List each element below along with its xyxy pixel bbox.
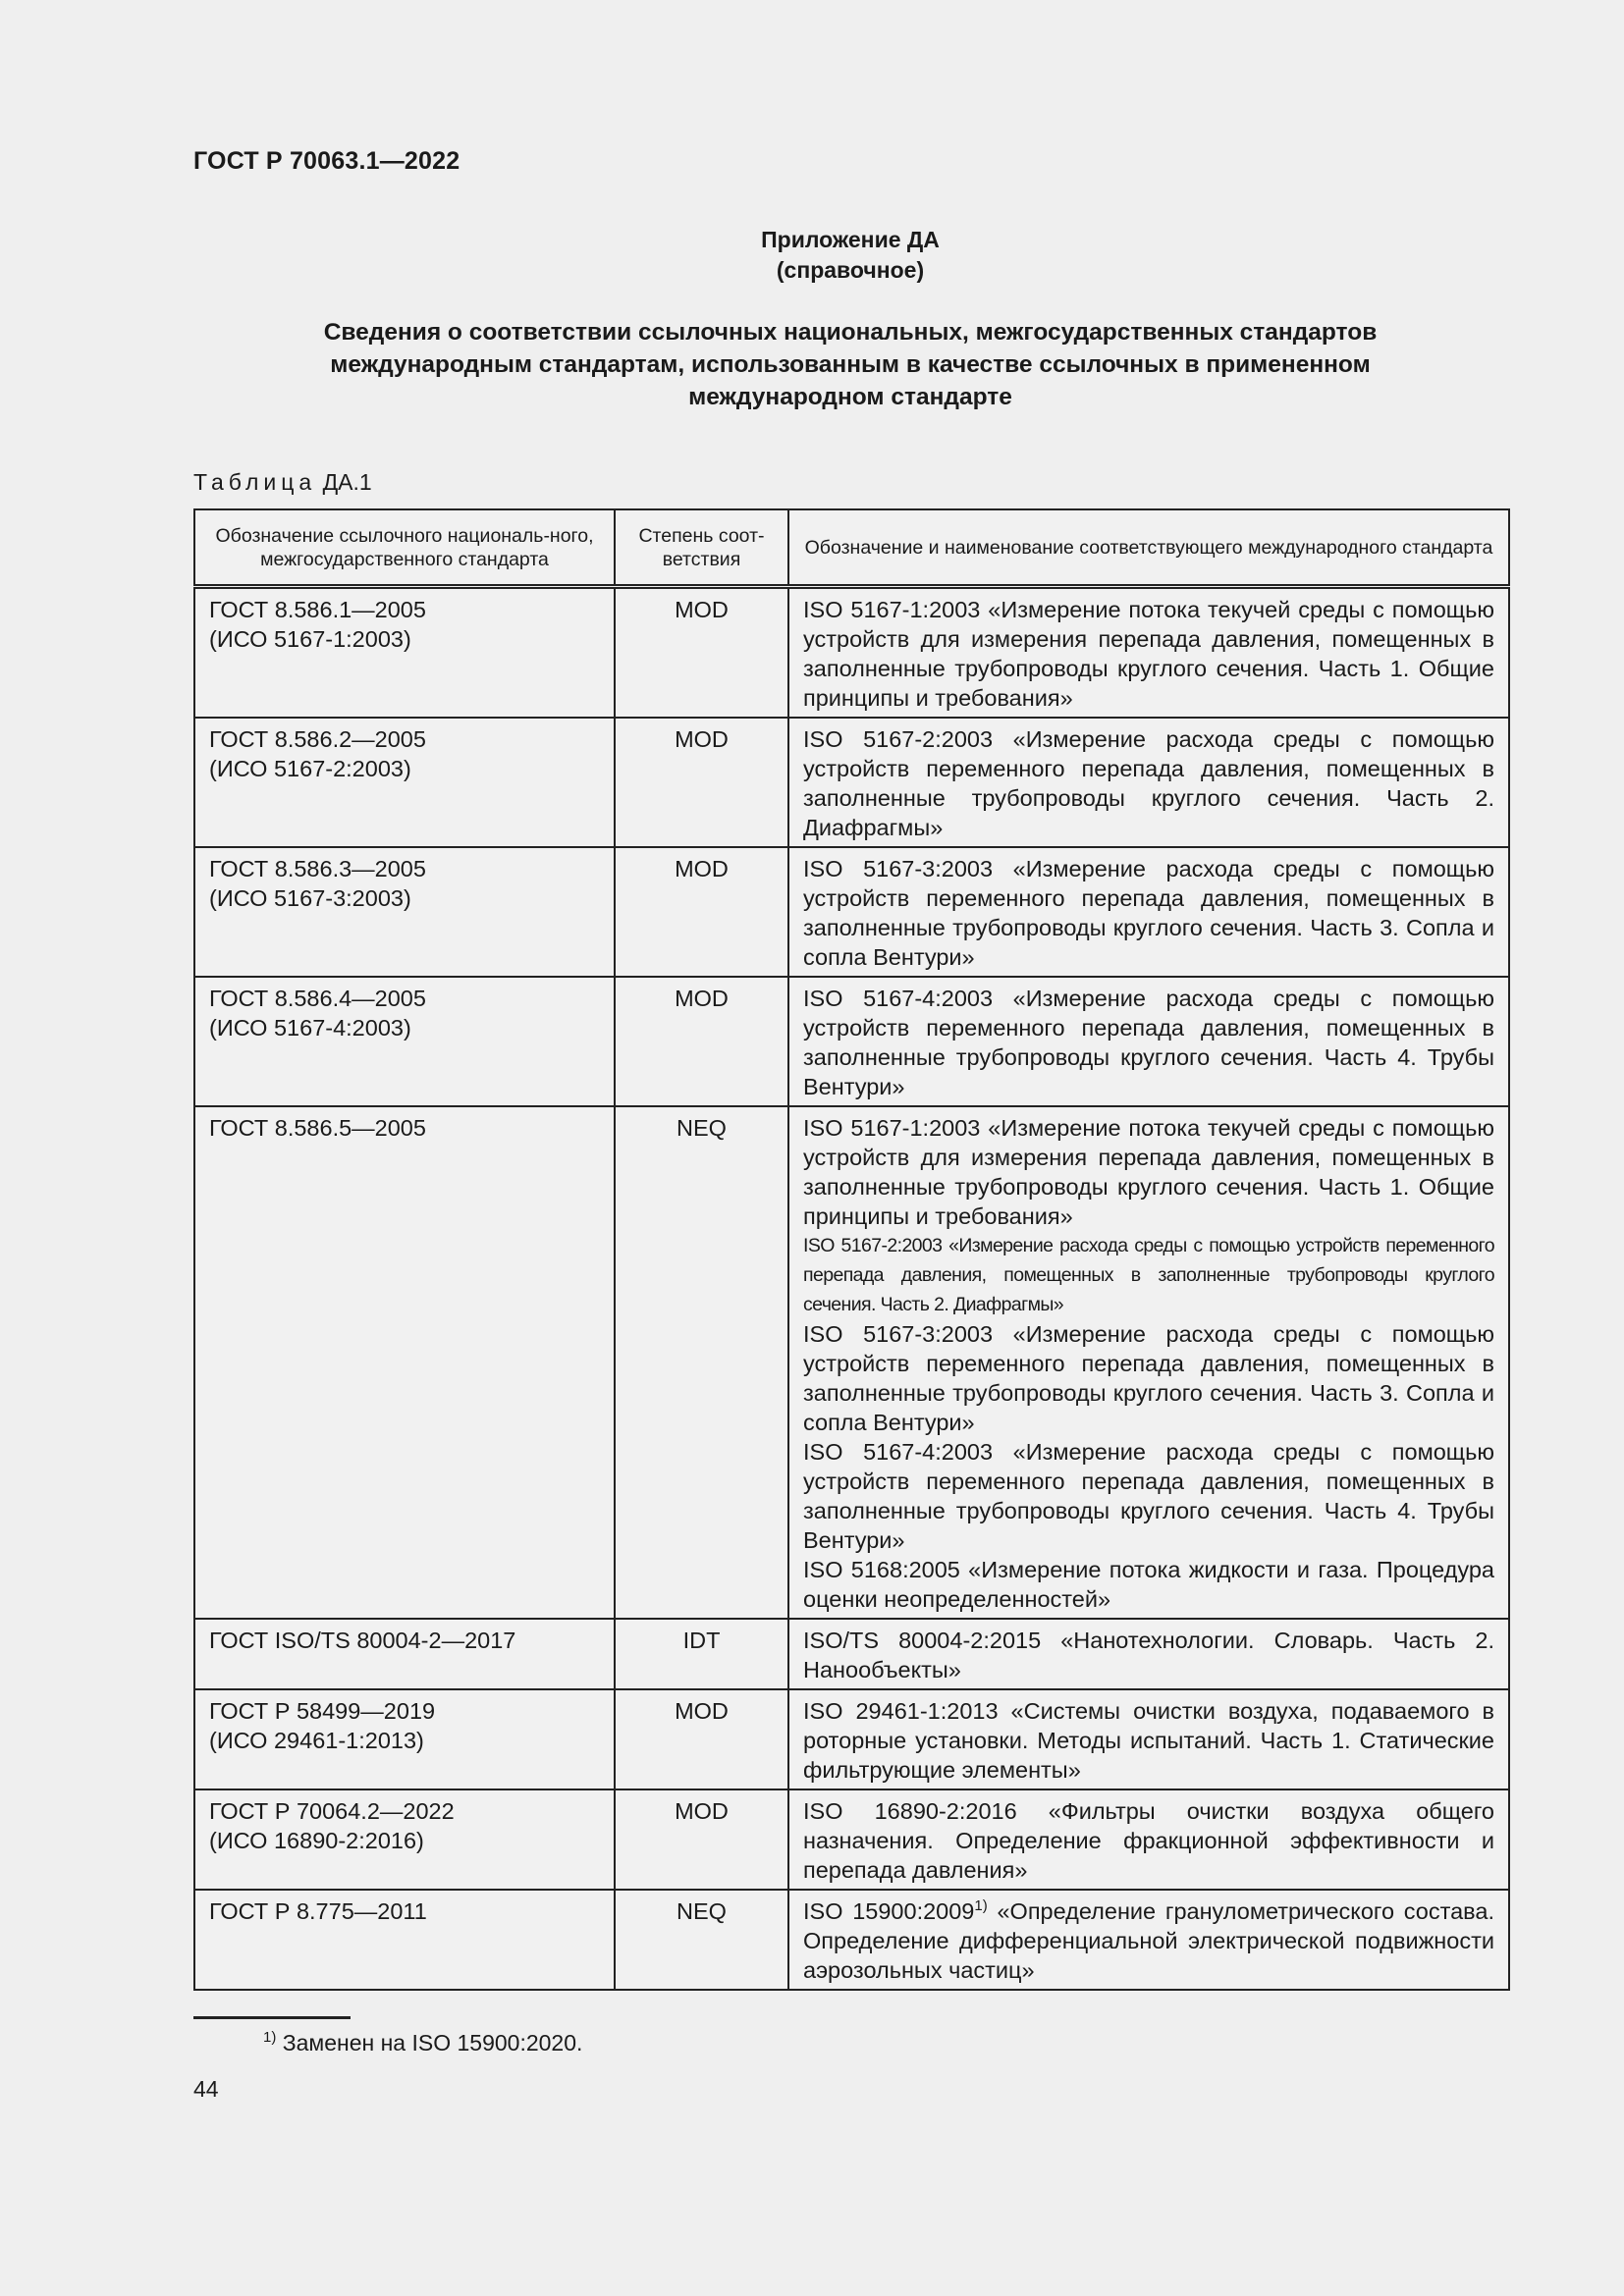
cell-international — [788, 587, 1509, 719]
cell-international — [788, 1689, 1509, 1789]
correspondence-table — [193, 508, 1510, 1991]
table-row — [194, 718, 1509, 847]
cell-national — [194, 587, 615, 719]
appendix-main-title — [193, 316, 1507, 413]
international-text: ISO 5167-1:2003 «Измерение потока текучей среды с помощью устройств для измерения перепада давления, помещенных в заполненные трубопроводы круглого сечения. Часть 1. Общие принципы и требования» — [803, 1115, 1494, 1229]
table-row — [194, 847, 1509, 977]
cell-international — [788, 718, 1509, 847]
international-text: ISO 5167-1:2003 «Измерение потока текучей среды с помощью устройств для измерения перепада давления, помещенных в заполненные трубопроводы круглого сечения. Часть 1. Общие принципы и требования» — [803, 597, 1494, 711]
table-label — [193, 469, 372, 496]
cell-national — [194, 1619, 615, 1689]
cell-national — [194, 1106, 615, 1619]
national-code: ГОСТ 8.586.2—2005 — [209, 726, 426, 752]
international-code: ISO 15900:2009 — [803, 1898, 975, 1924]
cell-international — [788, 977, 1509, 1106]
appendix-heading — [193, 225, 1507, 286]
national-code: (ИСО 5167-2:2003) — [209, 756, 411, 781]
international-text: ISO 5167-2:2003 «Измерение расхода среды с помощью устройств переменного перепада давления, помещенных в заполненные трубопроводы круглого сечения. Часть 2. Диафрагмы» — [803, 726, 1494, 840]
international-text: ISO 5168:2005 «Измерение потока жидкости и газа. Процедура оценки неопределенностей» — [803, 1557, 1494, 1612]
table-label-number: ДА.1 — [322, 469, 372, 495]
national-code: (ИСО 29461-1:2013) — [209, 1728, 424, 1753]
national-code: ГОСТ 8.586.4—2005 — [209, 986, 426, 1011]
national-code: (ИСО 5167-4:2003) — [209, 1015, 411, 1041]
table-row — [194, 1106, 1509, 1619]
cell-degree: MOD — [615, 1789, 788, 1890]
footnote-text: Заменен на ISO 15900:2020. — [276, 2030, 583, 2056]
cell-degree: MOD — [615, 587, 788, 719]
cell-degree: MOD — [615, 847, 788, 977]
cell-national — [194, 847, 615, 977]
international-text: ISO 5167-2:2003 «Измерение расхода среды с помощью устройств переменного перепада давления, помещенных в заполненные трубопроводы круглого сечения. Часть 2. Диафрагмы» — [803, 1235, 1494, 1315]
table-header-row — [194, 509, 1509, 587]
cell-national — [194, 1789, 615, 1890]
national-code: (ИСО 5167-1:2003) — [209, 626, 411, 652]
title-line: международным стандартам, использованным в качестве ссылочных в примененном — [330, 351, 1371, 378]
page-number: 44 — [193, 2076, 219, 2102]
national-code: ГОСТ Р 70064.2—2022 — [209, 1798, 455, 1824]
title-line: международном стандарте — [688, 384, 1012, 410]
international-text — [803, 1896, 1494, 1985]
header-text: Обозначение ссылочного националь-ного, межгосударственного стандарта — [215, 524, 594, 570]
appendix-subtitle: (справочное) — [776, 257, 925, 283]
header-international-standard — [788, 509, 1509, 587]
cell-national — [194, 1890, 615, 1990]
document-code: ГОСТ Р 70063.1—2022 — [193, 147, 460, 175]
table-body — [194, 587, 1509, 1991]
cell-degree: IDT — [615, 1619, 788, 1689]
footnote-mark: 1) — [974, 1897, 988, 1914]
cell-national — [194, 977, 615, 1106]
cell-national — [194, 1689, 615, 1789]
international-text: ISO/TS 80004-2:2015 «Нанотехнологии. Словарь. Часть 2. Нанообъекты» — [803, 1628, 1494, 1682]
national-code: ГОСТ Р 58499—2019 — [209, 1698, 436, 1724]
table-row — [194, 1619, 1509, 1689]
cell-international — [788, 847, 1509, 977]
cell-degree: MOD — [615, 977, 788, 1106]
footnote-mark: 1) — [263, 2029, 277, 2046]
cell-international — [788, 1106, 1509, 1619]
cell-degree: NEQ — [615, 1890, 788, 1990]
national-code: ГОСТ ISO/TS 80004-2—2017 — [209, 1628, 516, 1653]
cell-international — [788, 1789, 1509, 1890]
appendix-title: Приложение ДА — [761, 227, 940, 252]
international-text: ISO 5167-3:2003 «Измерение расхода среды с помощью устройств переменного перепада давления, помещенных в заполненные трубопроводы круглого сечения. Часть 3. Сопла и сопла Вентури» — [803, 1321, 1494, 1435]
international-text: ISO 5167-4:2003 «Измерение расхода среды с помощью устройств переменного перепада давления, помещенных в заполненные трубопроводы круглого сечения. Часть 4. Трубы Вентури» — [803, 1439, 1494, 1553]
national-code: (ИСО 16890-2:2016) — [209, 1828, 424, 1853]
table-row — [194, 1789, 1509, 1890]
international-text: ISO 5167-4:2003 «Измерение расхода среды с помощью устройств переменного перепада давления, помещенных в заполненные трубопроводы круглого сечения. Часть 4. Трубы Вентури» — [803, 986, 1494, 1099]
national-code: ГОСТ 8.586.3—2005 — [209, 856, 426, 881]
international-title: «Определение гранулометрического состава. Определение дифференциальной электрической подвижности аэрозольных частиц» — [803, 1898, 1495, 1983]
header-degree — [615, 509, 788, 587]
cell-degree: MOD — [615, 1689, 788, 1789]
table-row-last — [194, 1890, 1509, 1990]
national-code: (ИСО 5167-3:2003) — [209, 885, 411, 911]
national-code: ГОСТ 8.586.5—2005 — [209, 1115, 426, 1141]
title-line: Сведения о соответствии ссылочных национальных, межгосударственных стандартов — [323, 319, 1378, 346]
header-text: Обозначение и наименование соответствующего международного стандарта — [804, 536, 1493, 559]
international-text: ISO 16890-2:2016 «Фильтры очистки воздуха общего назначения. Определение фракционной эффективности и перепада давления» — [803, 1798, 1494, 1883]
cell-degree: NEQ — [615, 1106, 788, 1619]
national-code: ГОСТ 8.586.1—2005 — [209, 597, 426, 622]
header-text: Степень соот-ветствия — [638, 524, 765, 570]
footnote — [263, 2030, 582, 2056]
cell-international — [788, 1890, 1509, 1990]
table-row — [194, 1689, 1509, 1789]
national-code: ГОСТ Р 8.775—2011 — [209, 1898, 427, 1924]
table-label-word: Таблица — [193, 469, 317, 495]
international-text: ISO 29461-1:2013 «Системы очистки воздуха, подаваемого в роторные установки. Методы испытаний. Часть 1. Статические фильтрующие элементы» — [803, 1698, 1494, 1783]
cell-degree: MOD — [615, 718, 788, 847]
table-row — [194, 977, 1509, 1106]
header-national-standard — [194, 509, 615, 587]
cell-international — [788, 1619, 1509, 1689]
footnote-divider — [193, 2016, 351, 2019]
international-text: ISO 5167-3:2003 «Измерение расхода среды с помощью устройств переменного перепада давления, помещенных в заполненные трубопроводы круглого сечения. Часть 3. Сопла и сопла Вентури» — [803, 856, 1494, 970]
table-row — [194, 587, 1509, 719]
cell-national — [194, 718, 615, 847]
table-container — [193, 508, 1508, 1991]
